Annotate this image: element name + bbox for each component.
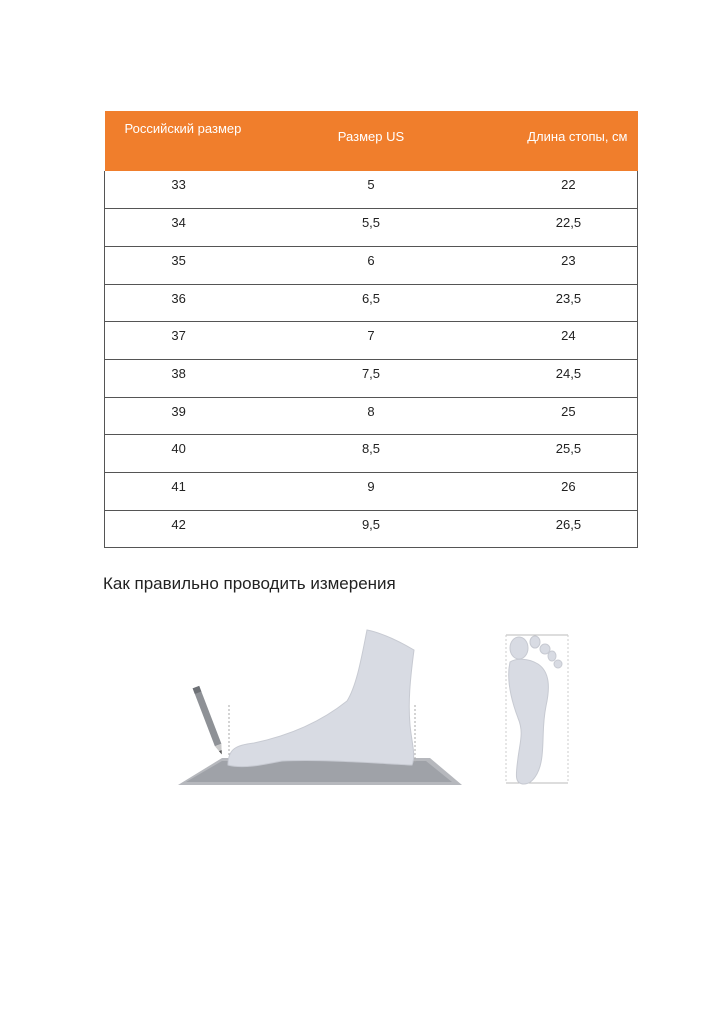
cell-us-size: 8,5 <box>282 435 460 473</box>
cell-us-size: 9,5 <box>282 510 460 548</box>
table-row <box>105 359 638 397</box>
table-row <box>105 246 638 284</box>
toe-4 <box>548 651 556 661</box>
cell-russian-size: 39 <box>105 397 283 435</box>
cell-us-size: 7,5 <box>282 359 460 397</box>
cell-us-size: 9 <box>282 473 460 511</box>
cell-foot-length: 23,5 <box>460 284 638 322</box>
cell-us-size: 6,5 <box>282 284 460 322</box>
measure-heading: Как правильно проводить измерения <box>103 574 396 593</box>
cell-us-size: 7 <box>282 322 460 360</box>
cell-us-size: 5 <box>282 171 460 209</box>
table-row <box>105 397 638 435</box>
cell-russian-size: 37 <box>105 322 283 360</box>
size-chart-table <box>104 111 638 548</box>
header-russian-size: Российский размер <box>105 111 283 171</box>
cell-foot-length: 26 <box>460 473 638 511</box>
header-us-size: Размер US <box>282 111 460 171</box>
cell-russian-size: 41 <box>105 473 283 511</box>
cell-foot-length: 25 <box>460 397 638 435</box>
table-row <box>105 435 638 473</box>
table-row <box>105 322 638 360</box>
foot-side-illustration <box>172 625 468 790</box>
toe-3 <box>540 644 550 654</box>
table-row <box>105 510 638 548</box>
table-row <box>105 284 638 322</box>
cell-foot-length: 24 <box>460 322 638 360</box>
cell-russian-size: 42 <box>105 510 283 548</box>
table-row <box>105 171 638 209</box>
cell-foot-length: 25,5 <box>460 435 638 473</box>
cell-russian-size: 34 <box>105 209 283 247</box>
cell-foot-length: 23 <box>460 246 638 284</box>
table-header-row <box>105 111 638 171</box>
cell-us-size: 8 <box>282 397 460 435</box>
sole <box>509 659 549 784</box>
foot-side <box>228 630 414 767</box>
cell-foot-length: 26,5 <box>460 510 638 548</box>
cell-us-size: 5,5 <box>282 209 460 247</box>
cell-russian-size: 35 <box>105 246 283 284</box>
cell-us-size: 6 <box>282 246 460 284</box>
cell-russian-size: 40 <box>105 435 283 473</box>
cell-foot-length: 22,5 <box>460 209 638 247</box>
cell-russian-size: 33 <box>105 171 283 209</box>
pencil-icon <box>193 686 225 756</box>
cell-foot-length: 24,5 <box>460 359 638 397</box>
cell-foot-length: 22 <box>460 171 638 209</box>
cell-russian-size: 38 <box>105 359 283 397</box>
header-foot-length: Длина стопы, см <box>460 111 638 171</box>
cell-russian-size: 36 <box>105 284 283 322</box>
foot-sole-illustration <box>498 628 578 788</box>
toe-5 <box>554 660 562 668</box>
toe-2 <box>530 636 540 648</box>
big-toe <box>510 637 528 659</box>
table-row <box>105 209 638 247</box>
table-row <box>105 473 638 511</box>
table-body <box>105 171 638 548</box>
